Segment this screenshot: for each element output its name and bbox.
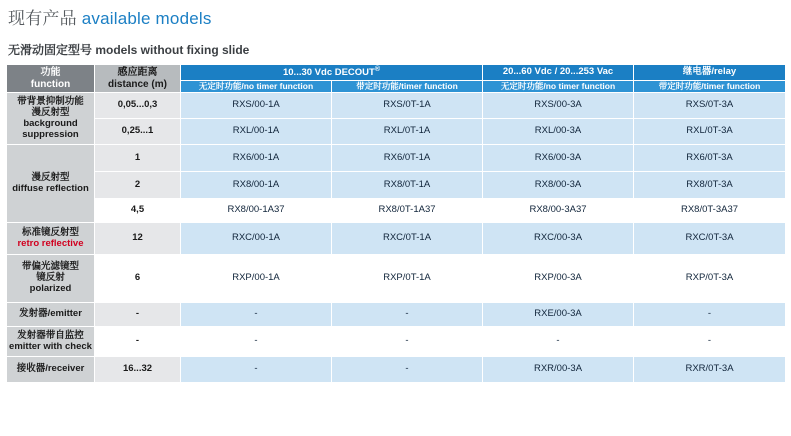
row-cell: RXP/0T-3A (634, 255, 786, 303)
row-cell: RXE/00-3A (483, 303, 634, 327)
header-distance (95, 65, 181, 93)
header-function-cn: 功能 (40, 67, 61, 79)
row-label (7, 327, 95, 357)
row-cell: - (332, 357, 483, 383)
row-distance: 0,05...0,3 (95, 93, 181, 119)
row-label-line: 漫反射型 (31, 106, 70, 118)
row-cell: RXL/0T-3A (634, 119, 786, 145)
row-distance: 4,5 (95, 199, 181, 223)
header-function-en: function (30, 78, 71, 90)
row-cell: RXL/00-3A (483, 119, 634, 145)
row-label (7, 223, 95, 255)
row-cell: - (483, 327, 634, 357)
row-label-line: 镜反射 (36, 272, 65, 284)
row-label-line: 发射器/emitter (19, 308, 82, 320)
page-title-cn: 现有产品 (8, 9, 77, 28)
header-sub-timer-2: 带定时功能/timer function (634, 80, 786, 93)
header-distance-cn: 感应距离 (117, 67, 158, 79)
header-group-dc-label: 10...30 Vdc DECOUT (282, 67, 375, 79)
row-cell: RX8/00-1A37 (181, 199, 332, 223)
row-cell: RXC/0T-3A (634, 223, 786, 255)
row-cell: RX6/0T-1A (332, 145, 483, 172)
page-subtitle: 无滑动固定型号 models without fixing slide (8, 43, 250, 57)
row-distance: 12 (95, 223, 181, 255)
row-cell: - (634, 327, 786, 357)
row-label-line: 漫反射型 (31, 171, 70, 183)
page-title (8, 4, 212, 29)
row-cell: RXR/0T-3A (634, 357, 786, 383)
row-distance: - (95, 303, 181, 327)
table-row (7, 255, 786, 303)
row-cell: RX8/00-3A37 (483, 199, 634, 223)
table-row (7, 172, 786, 199)
row-label-line: retro reflective (17, 237, 84, 249)
row-cell: - (181, 357, 332, 383)
row-cell: RX6/0T-3A (634, 145, 786, 172)
row-distance: 1 (95, 145, 181, 172)
row-label-line: 带背景抑制功能 (17, 95, 84, 107)
header-group-dc (181, 65, 483, 81)
row-cell: RXC/00-1A (181, 223, 332, 255)
table-row (7, 145, 786, 172)
row-cell: RX8/0T-3A (634, 172, 786, 199)
table-body (7, 93, 786, 383)
table-row (7, 303, 786, 327)
row-cell: RXL/0T-1A (332, 119, 483, 145)
table-row (7, 93, 786, 119)
table-row (7, 327, 786, 357)
header-function (7, 65, 95, 93)
row-cell: - (181, 303, 332, 327)
row-cell: RXL/00-1A (181, 119, 332, 145)
row-label-line: 带偏光滤镜型 (21, 261, 79, 273)
row-distance: - (95, 327, 181, 357)
row-label-line: emitter with check (9, 340, 92, 352)
row-cell: RX6/00-1A (181, 145, 332, 172)
row-cell: - (181, 327, 332, 357)
row-cell: RXC/0T-1A (332, 223, 483, 255)
row-cell: RXS/00-3A (483, 93, 634, 119)
row-cell: RX8/0T-1A (332, 172, 483, 199)
row-label-line: 发射器带自监控 (17, 329, 84, 341)
row-cell: RXP/00-3A (483, 255, 634, 303)
header-sub-no-timer-1: 无定时功能/no timer function (181, 80, 332, 93)
row-cell: RXP/00-1A (181, 255, 332, 303)
row-label-line: polarized (29, 283, 72, 295)
row-cell: RX6/00-3A (483, 145, 634, 172)
header-sub-no-timer-2: 无定时功能/no timer function (483, 80, 634, 93)
row-distance: 16...32 (95, 357, 181, 383)
row-cell: RXR/00-3A (483, 357, 634, 383)
row-label-line: 接收器/receiver (16, 363, 85, 375)
row-cell: RX8/0T-1A37 (332, 199, 483, 223)
table-row (7, 357, 786, 383)
row-cell: RXS/0T-3A (634, 93, 786, 119)
row-label-line: background (23, 117, 78, 129)
row-label (7, 303, 95, 327)
row-distance: 6 (95, 255, 181, 303)
row-distance: 2 (95, 172, 181, 199)
row-cell: RX8/0T-3A37 (634, 199, 786, 223)
row-cell: - (332, 327, 483, 357)
header-distance-en: distance (m) (108, 78, 167, 90)
row-distance: 0,25...1 (95, 119, 181, 145)
row-cell: RXS/00-1A (181, 93, 332, 119)
row-cell: - (332, 303, 483, 327)
row-label (7, 255, 95, 303)
row-cell: - (634, 303, 786, 327)
row-label (7, 93, 95, 145)
models-table (6, 64, 786, 383)
header-sub-timer-1: 带定时功能/timer function (332, 80, 483, 93)
row-cell: RX8/00-3A (483, 172, 634, 199)
row-label (7, 357, 95, 383)
row-label-line: 标准镜反射型 (21, 226, 79, 238)
row-label (7, 145, 95, 223)
row-label-line: diffuse reflection (12, 182, 89, 194)
table-row (7, 199, 786, 223)
row-cell: RXS/0T-1A (332, 93, 483, 119)
table-row (7, 119, 786, 145)
table-header-row-1 (7, 65, 786, 81)
table-row (7, 223, 786, 255)
page-title-en: available models (76, 9, 212, 28)
row-label-line: suppression (22, 128, 79, 140)
row-cell: RXP/0T-1A (332, 255, 483, 303)
header-group-dc-sup: ® (374, 66, 381, 73)
row-cell: RXC/00-3A (483, 223, 634, 255)
header-group-ac: 20...60 Vdc / 20...253 Vac (483, 65, 634, 81)
row-cell: RX8/00-1A (181, 172, 332, 199)
header-group-relay: 继电器/relay (634, 65, 786, 81)
